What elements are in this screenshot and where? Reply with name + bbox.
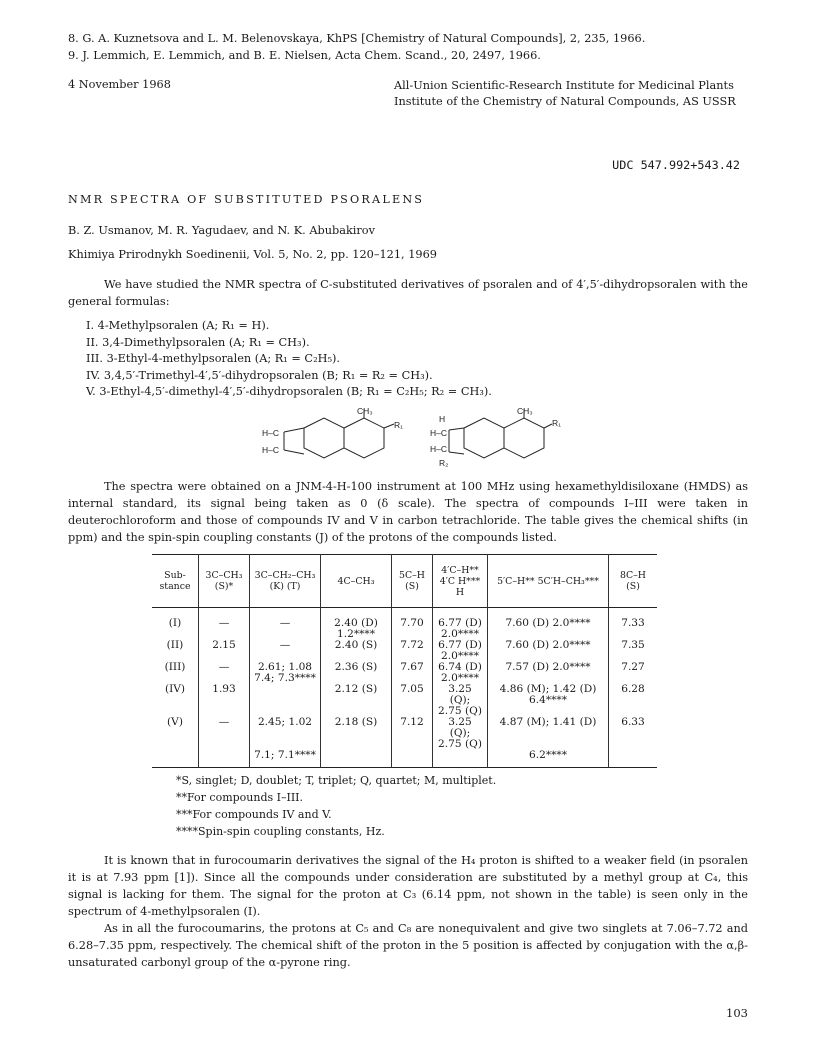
compound-item: III. 3-Ethyl-4-methylpsoralen (A; R₁ = C₂H₅). [86,352,340,365]
table-cell: 7.60 (D) 2.0**** [488,640,609,662]
table-cell: (V) [167,716,183,728]
structure-label: H–C [262,428,280,438]
table-cell [250,684,321,717]
bond-line [284,450,304,454]
table-cell: (IV) [164,683,186,695]
journal-reference: Khimiya Prirodnykh Soedinenii, Vol. 5, No. 2, pp. 120–121, 1969 [68,248,437,261]
c5-c8-paragraph: As in all the furocoumarins, the protons at C₅ and C₈ are nonequivalent and give two singlets at 7.06–7.72 and 6.28–7.35 ppm, respectively. The chemical shift of the proton in the 5 position is affected by conjugation with the α,β-unsaturated carbonyl group of the α-pyrone ring. [68,922,748,969]
table-cell: 2.40 (D) 1.2**** [321,608,392,641]
article-title: NMR SPECTRA OF SUBSTITUTED PSORALENS [68,193,425,206]
table-cell: 2.36 (S) [321,662,392,684]
udc-code: UDC 547.992+543.42 [612,158,740,172]
table-cell: 2.18 (S) [321,717,392,750]
bond-line [449,428,464,430]
benzene-ring [464,418,504,458]
institutions [394,78,736,110]
table-row [152,640,657,662]
bond-line [544,424,552,428]
pyrone-ring [344,418,384,458]
col-header-5c-h: 5C–H (S) [392,555,433,608]
table-cell: — [199,717,250,750]
table-row [152,717,657,750]
col-header-8c-h: 8C–H (S) [609,555,658,608]
table-cell: — [250,608,321,641]
compound-item: I. 4-Methylpsoralen (A; R₁ = H). [86,319,270,332]
reference-item: 8. G. A. Kuznetsova and L. M. Belenovskaya, KhPS [Chemistry of Natural Compounds], 2, 235, 1966. [68,32,646,45]
col-header-substance: Sub-stance [159,570,191,592]
structure-label: H [439,414,446,424]
col-header-5pc-h: 5′C–H** 5C′H–CH₃*** [488,555,609,608]
nmr-table [152,554,657,768]
structure-label: R₂ [439,458,449,468]
structure-label: CH₃ [357,406,373,416]
structure-label: H–C [430,444,448,454]
structure-label: H–C [262,445,280,455]
intro-paragraph: We have studied the NMR spectra of C-substituted derivatives of psoralen and of 4′,5′-dihydropsoralen with the general formulas: [68,278,748,308]
table-cell: 7.12 [392,717,433,750]
table-cell: 7.60 (D) 2.0**** [488,608,609,641]
table-cell: 2.40 (S) [321,640,392,662]
reference-list [68,30,645,64]
footnote: ***For compounds IV and V. [176,808,332,821]
table-cell: 7.05 [392,684,433,717]
col-header-3c-ch2ch3: 3C–CH₂–CH₃ (K) (T) [250,555,321,608]
footnote: ****Spin-spin coupling constants, Hz. [176,825,385,838]
structure-label: CH₃ [517,406,533,416]
table-cell: 7.27 [609,662,658,684]
compound-item: V. 3-Ethyl-4,5′-dimethyl-4′,5′-dihydropsoralen (B; R₁ = C₂H₅; R₂ = CH₃). [86,385,492,398]
table-cell: 7.35 [609,640,658,662]
col-header-3c-ch3: 3C–CH₃ (S)* [199,555,250,608]
table-cell: 4.86 (M); 1.42 (D) 6.4**** [488,684,609,717]
table-cell: 6.77 (D) 2.0**** [433,608,488,641]
table-cell: (I) [168,617,182,629]
table-cell: 6.33 [609,717,658,750]
methods-paragraph: The spectra were obtained on a JNM-4-H-100 instrument at 100 MHz using hexamethyldisiloxane (HMDS) as internal standard, its signal being taken as 0 (δ scale). The spectra of compounds I–III were taken in deuterochloroform and those of compounds IV and V in carbon tetrachloride. The table gives the chemical shifts (in ppm) and the spin-spin coupling constants (J) of the protons of the compounds listed. [68,480,748,544]
structure-label: R₁ [394,420,404,430]
table-cell: 6.74 (D) 2.0**** [433,662,488,684]
bond-line [284,428,304,432]
table-cell: 2.15 [199,640,250,662]
table-cell [321,750,392,768]
table-row [152,684,657,717]
table-cell: 6.28 [609,684,658,717]
table-cell: 2.12 (S) [321,684,392,717]
table-cell: 4.87 (M); 1.41 (D) [488,717,609,750]
table-footnotes [176,772,496,840]
table-cell: 7.1; 7.1**** [250,750,321,768]
table-cell: 7.57 (D) 2.0**** [488,662,609,684]
table-row [152,750,657,768]
footnote: *S, singlet; D, doublet; T, triplet; Q, quartet; M, multiplet. [176,774,497,787]
compound-item: IV. 3,4,5′-Trimethyl-4′,5′-dihydropsoralen (B; R₁ = R₂ = CH₃). [86,368,433,382]
table-cell: — [199,662,250,684]
table-cell: (III) [164,661,186,673]
table-cell [152,750,199,768]
table-cell: 7.70 [392,608,433,641]
table-cell: 2.45; 1.02 [250,717,321,750]
benzene-ring [304,418,344,458]
institution-line: All-Union Scientific-Research Institute for Medicinal Plants [394,79,734,92]
authors: B. Z. Usmanov, M. R. Yagudaev, and N. K. Abubakirov [68,224,375,237]
compound-list [86,318,492,401]
table-cell: 7.67 [392,662,433,684]
table-cell: (II) [166,639,184,651]
table-cell: 6.77 (D) 2.0**** [433,640,488,662]
structure-label: H–C [430,428,448,438]
table-cell [199,750,250,768]
col-header-4pc-h: 4′C–H** 4′C H*** H [433,555,488,608]
table-cell: 2.61; 1.08 7.4; 7.3**** [250,662,321,684]
table-cell [609,750,658,768]
structure-label: R₁ [552,418,562,428]
table-cell: — [250,640,321,662]
institution-line: Institute of the Chemistry of Natural Compounds, AS USSR [394,95,736,108]
table-cell: 7.72 [392,640,433,662]
received-date: 4 November 1968 [68,78,171,91]
h4-paragraph: It is known that in furocoumarin derivatives the signal of the H₄ proton is shifted to a weaker field (in psoralen it is at 7.93 ppm [1]). Since all the compounds under consideration are substituted by a methyl group at C₄, this signal is lacking for them. The signal for the proton at C₃ (6.14 ppm, not shown in the table) is seen only in the spectrum of 4-methylpsoralen (I). [68,854,748,918]
table-cell: — [199,608,250,641]
table-cell: 1.93 [199,684,250,717]
table-row [152,662,657,684]
compound-item: II. 3,4-Dimethylpsoralen (A; R₁ = CH₃). [86,335,310,349]
table-cell [433,750,488,768]
pyrone-ring [504,418,544,458]
bond-line [384,424,394,428]
bond-line [449,452,464,454]
table-cell: 6.2**** [488,750,609,768]
reference-item: 9. J. Lemmich, E. Lemmich, and B. E. Nielsen, Acta Chem. Scand., 20, 2497, 1966. [68,49,541,62]
table-row [152,608,657,641]
table-cell: 3.25 (Q); 2.75 (Q) [433,717,488,750]
col-header-4c-ch3: 4C–CH₃ [321,555,392,608]
page-number: 103 [726,1006,748,1020]
footnote: **For compounds I–III. [176,791,304,804]
table-cell [392,750,433,768]
table-cell: 7.33 [609,608,658,641]
table-cell: 3.25 (Q); 2.75 (Q) [433,684,488,717]
table-header-row [152,555,657,608]
structural-formulas [254,406,564,472]
